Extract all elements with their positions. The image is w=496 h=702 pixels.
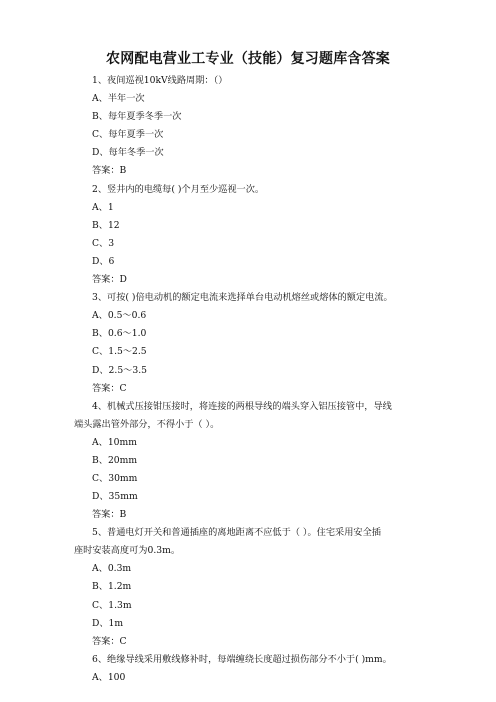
option-text: D、35mm	[92, 491, 138, 503]
option-text: D、1m	[92, 617, 124, 629]
option-text: B、每年夏季冬季一次	[92, 111, 182, 123]
option-text: A、半年一次	[92, 93, 145, 105]
question-text: 6、绝缘导线采用敷线修补时，每端缠绕长度超过损伤部分不小于( )mm。	[92, 653, 392, 665]
question-text: 5、普通电灯开关和普通插座的离地距离不应低于（ ）。住宅采用安全插	[92, 527, 381, 539]
question-text: 3、可按( )倍电动机的额定电流来选择单台电动机熔丝或熔体的额定电流。	[92, 292, 393, 304]
option-text: C、1.3m	[92, 599, 132, 611]
option-text: C、每年夏季一次	[92, 129, 164, 141]
option-text: D、6	[92, 255, 115, 267]
option-text: A、100	[92, 671, 126, 683]
option-text: D、2.5～3.5	[92, 364, 147, 376]
question-text-continued: 端头露出管外部分，不得小于（ ）。	[74, 418, 220, 430]
question-list	[74, 72, 444, 687]
answer-text: 答案：C	[92, 635, 127, 647]
answer-text: 答案：C	[92, 382, 127, 394]
answer-text: 答案：D	[92, 274, 127, 286]
option-text: C、3	[92, 237, 115, 249]
option-text: C、1.5～2.5	[92, 346, 147, 358]
question-text: 2、竖井内的电缆每( )个月至少巡视一次。	[92, 183, 265, 195]
question-text: 4、机械式压接钳压接时，将连接的两根导线的端头穿入铝压接管中，导线	[92, 400, 392, 412]
option-text: A、0.5～0.6	[92, 310, 147, 322]
answer-text: 答案：B	[92, 509, 127, 521]
option-text: A、0.3m	[92, 563, 132, 575]
option-text: C、30mm	[92, 472, 138, 484]
option-text: A、10mm	[92, 436, 137, 448]
option-text: B、12	[92, 219, 120, 231]
option-text: B、1.2m	[92, 581, 132, 593]
question-text-continued: 座时安装高度可为0.3m。	[74, 545, 181, 557]
question-text: 1、夜间巡视10kV线路周期：（）	[92, 75, 228, 86]
option-text: D、每年冬季一次	[92, 147, 164, 159]
answer-text: 答案：B	[92, 165, 127, 177]
option-text: B、20mm	[92, 454, 138, 466]
document-title: 农网配电营业工专业（技能）复习题库含答案	[106, 51, 390, 67]
option-text: B、0.6～1.0	[92, 328, 147, 340]
option-text: A、1	[92, 201, 114, 213]
